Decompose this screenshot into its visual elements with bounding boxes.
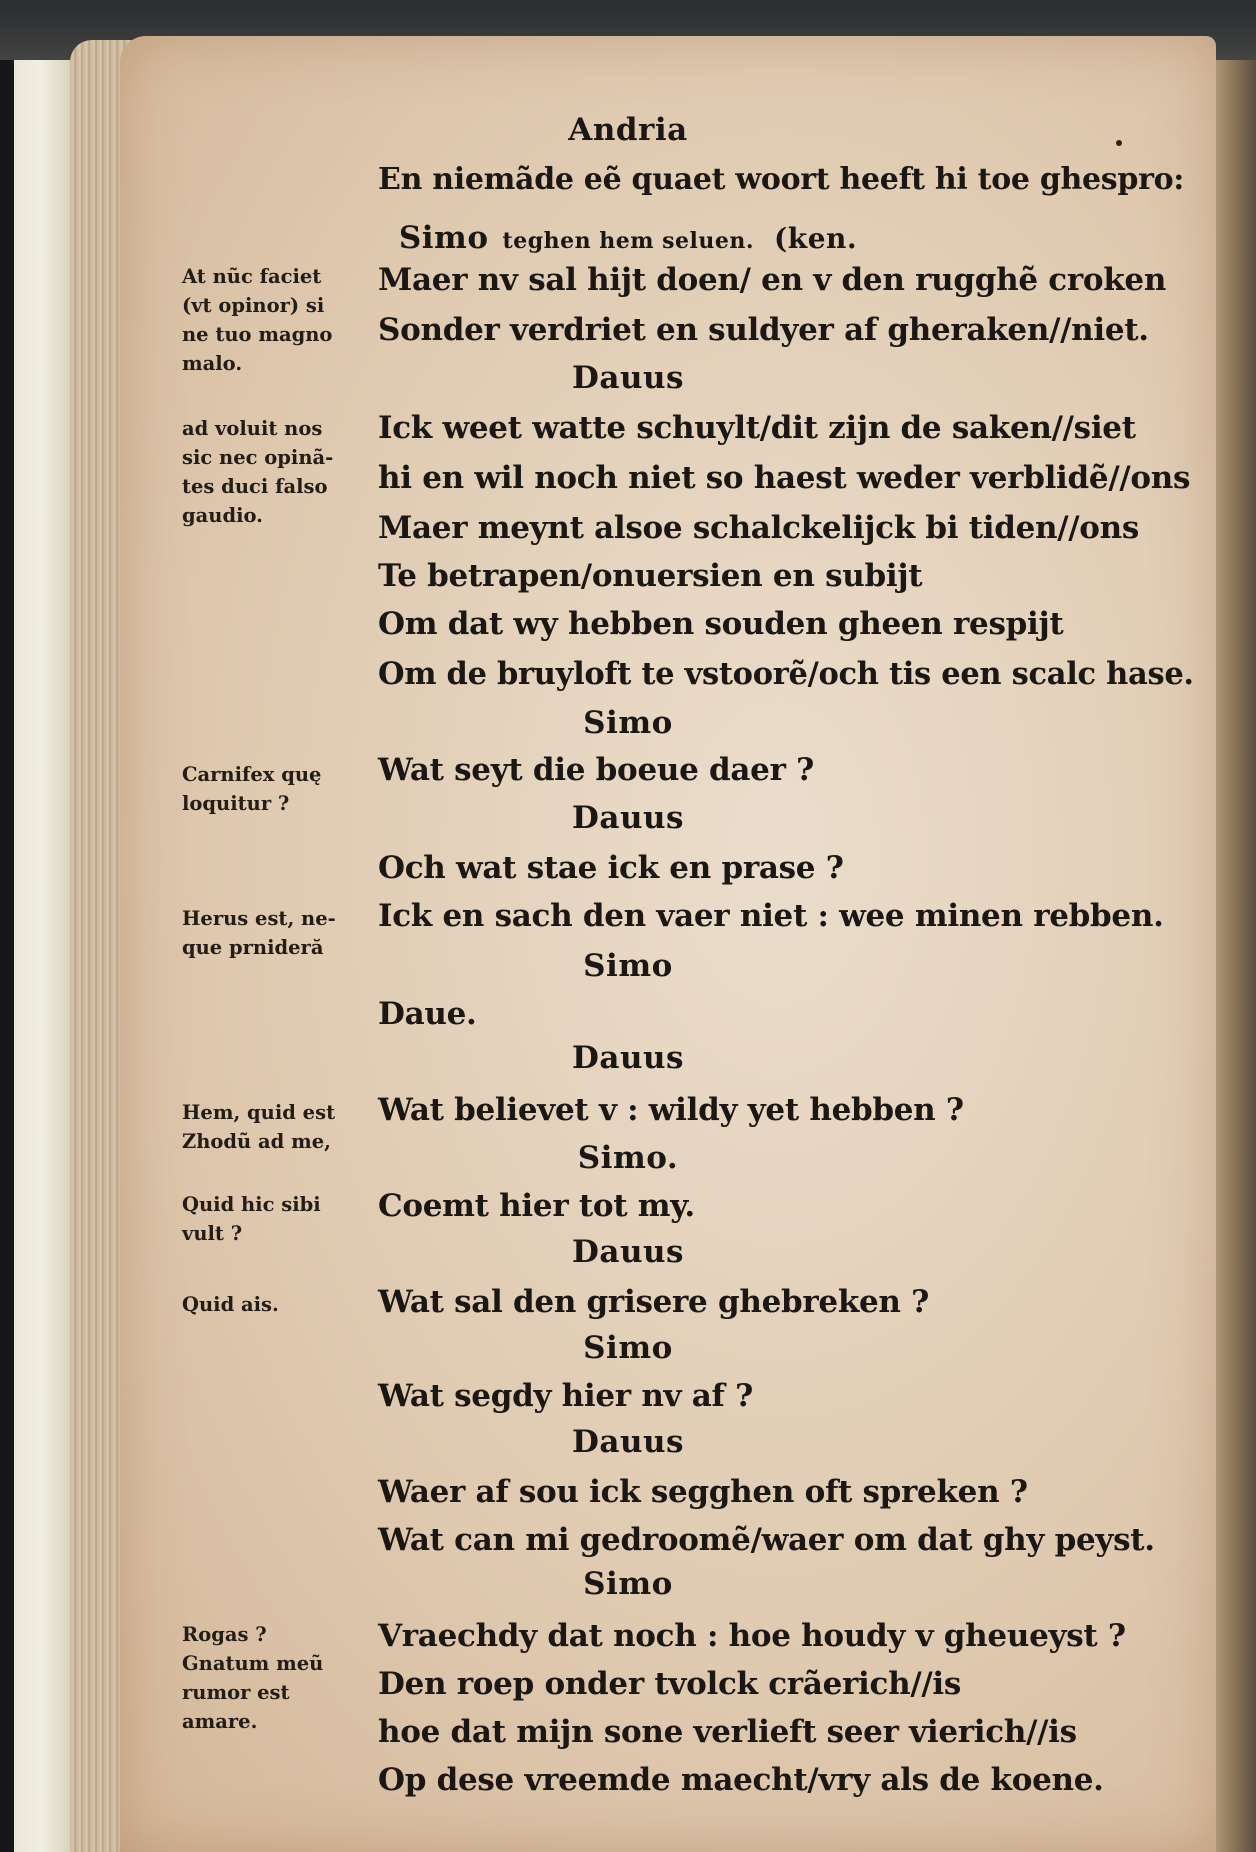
marginal-gloss (182, 1098, 372, 1156)
speaker-heading: Simo (583, 1330, 673, 1366)
line-overflow: (ken. (774, 222, 858, 255)
verse-line: Om dat wy hebben souden gheen respijt (378, 606, 1064, 642)
gloss-line: ne tuo magno (182, 323, 333, 346)
speaker-heading: Simo teghen hem seluen. (ken. (398, 220, 858, 256)
gloss-line: Carnifex quę (182, 763, 322, 786)
verse-line: Maer meynt alsoe schalckelijck bi tiden//ons (378, 510, 1140, 546)
gloss-line: ad voluit nos (182, 417, 323, 440)
gloss-line: que prnideră (182, 936, 324, 959)
verse-line: Och wat stae ick en prase ? (378, 850, 844, 886)
gloss-line: Rogas ? (182, 1623, 267, 1646)
verse-line: Wat can mi gedroomẽ/waer om dat ghy peyst. (378, 1522, 1155, 1558)
verse-line: Waer af sou ick segghen oft spreken ? (378, 1474, 1028, 1510)
marginal-gloss (182, 904, 372, 962)
verse-line: Wat segdy hier nv af ? (378, 1378, 753, 1414)
stage-direction: teghen hem seluen. (502, 228, 755, 254)
gloss-line: (vt opinor) si (182, 294, 325, 317)
speaker-heading: Dauus (572, 360, 684, 396)
gloss-line: Quid ais. (182, 1293, 279, 1316)
speaker-heading: Dauus (572, 800, 684, 836)
gloss-line: malo. (182, 352, 243, 375)
gloss-line: loquitur ? (182, 792, 290, 815)
verse-line: Vraechdy dat noch : hoe houdy v gheueyst ? (378, 1618, 1126, 1654)
verse-line: En niemãde eẽ quaet woort heeft hi toe ghespro: (378, 162, 1185, 197)
verse-line: Wat seyt die boeue daer ? (378, 752, 814, 788)
verse-line: Om de bruyloft te vstoorẽ/och tis een scalc hase. (378, 656, 1194, 692)
speaker-heading: Simo (583, 705, 673, 741)
verse-line: hoe dat mijn sone verlieft seer vierich//is (378, 1714, 1077, 1750)
verse-line: Wat sal den grisere ghebreken ? (378, 1284, 930, 1320)
speaker-heading: Dauus (572, 1234, 684, 1270)
marginal-gloss (182, 262, 372, 378)
speaker-heading: Simo. (577, 1140, 679, 1176)
speaker-heading: Dauus (572, 1424, 684, 1460)
marginal-gloss (182, 1620, 372, 1736)
verse-line: Sonder verdriet en suldyer af gheraken//niet. (378, 312, 1149, 348)
verse-line: Op dese vreemde maecht/vry als de koene. (378, 1762, 1104, 1798)
gloss-line: amare. (182, 1710, 258, 1733)
gloss-line: Quid hic sibi (182, 1193, 321, 1216)
verse-line: Daue. (378, 996, 477, 1032)
marginal-gloss (182, 1190, 372, 1248)
verse-line: Wat believet v : wildy yet hebben ? (378, 1092, 964, 1128)
verse-line: Coemt hier tot my. (378, 1188, 695, 1224)
marginal-gloss (182, 760, 372, 818)
verse-line: hi en wil noch niet so haest weder verblidẽ//ons (378, 460, 1191, 496)
gloss-line: Gnatum meũ (182, 1652, 324, 1675)
gloss-line: Hem, quid est (182, 1101, 336, 1124)
gloss-line: At nũc faciet (182, 265, 322, 288)
speaker-heading: Simo (583, 1566, 673, 1602)
verse-line: Te betrapen/onuersien en subijt (378, 558, 923, 594)
gloss-line: vult ? (182, 1222, 243, 1245)
speaker-heading: Dauus (572, 1040, 684, 1076)
verse-line: Den roep onder tvolck crãerich//is (378, 1666, 962, 1702)
marginal-gloss (182, 1290, 372, 1319)
verse-line: Maer nv sal hijt doen/ en v den rugghẽ croken (378, 262, 1167, 298)
gloss-line: gaudio. (182, 504, 263, 527)
speaker-heading: Simo (583, 948, 673, 984)
gloss-line: sic nec opinã- (182, 446, 334, 469)
gloss-line: rumor est (182, 1681, 290, 1704)
gloss-line: Zhodũ ad me, (182, 1130, 331, 1153)
verse-line: Ick weet watte schuylt/dit zijn de saken//siet (378, 410, 1136, 446)
gloss-line: tes duci falso (182, 475, 328, 498)
speaker-heading: Andria (568, 112, 688, 148)
verse-line: Ick en sach den vaer niet : wee minen rebben. (378, 898, 1164, 934)
gloss-line: Herus est, ne- (182, 907, 336, 930)
marginal-gloss (182, 414, 372, 530)
